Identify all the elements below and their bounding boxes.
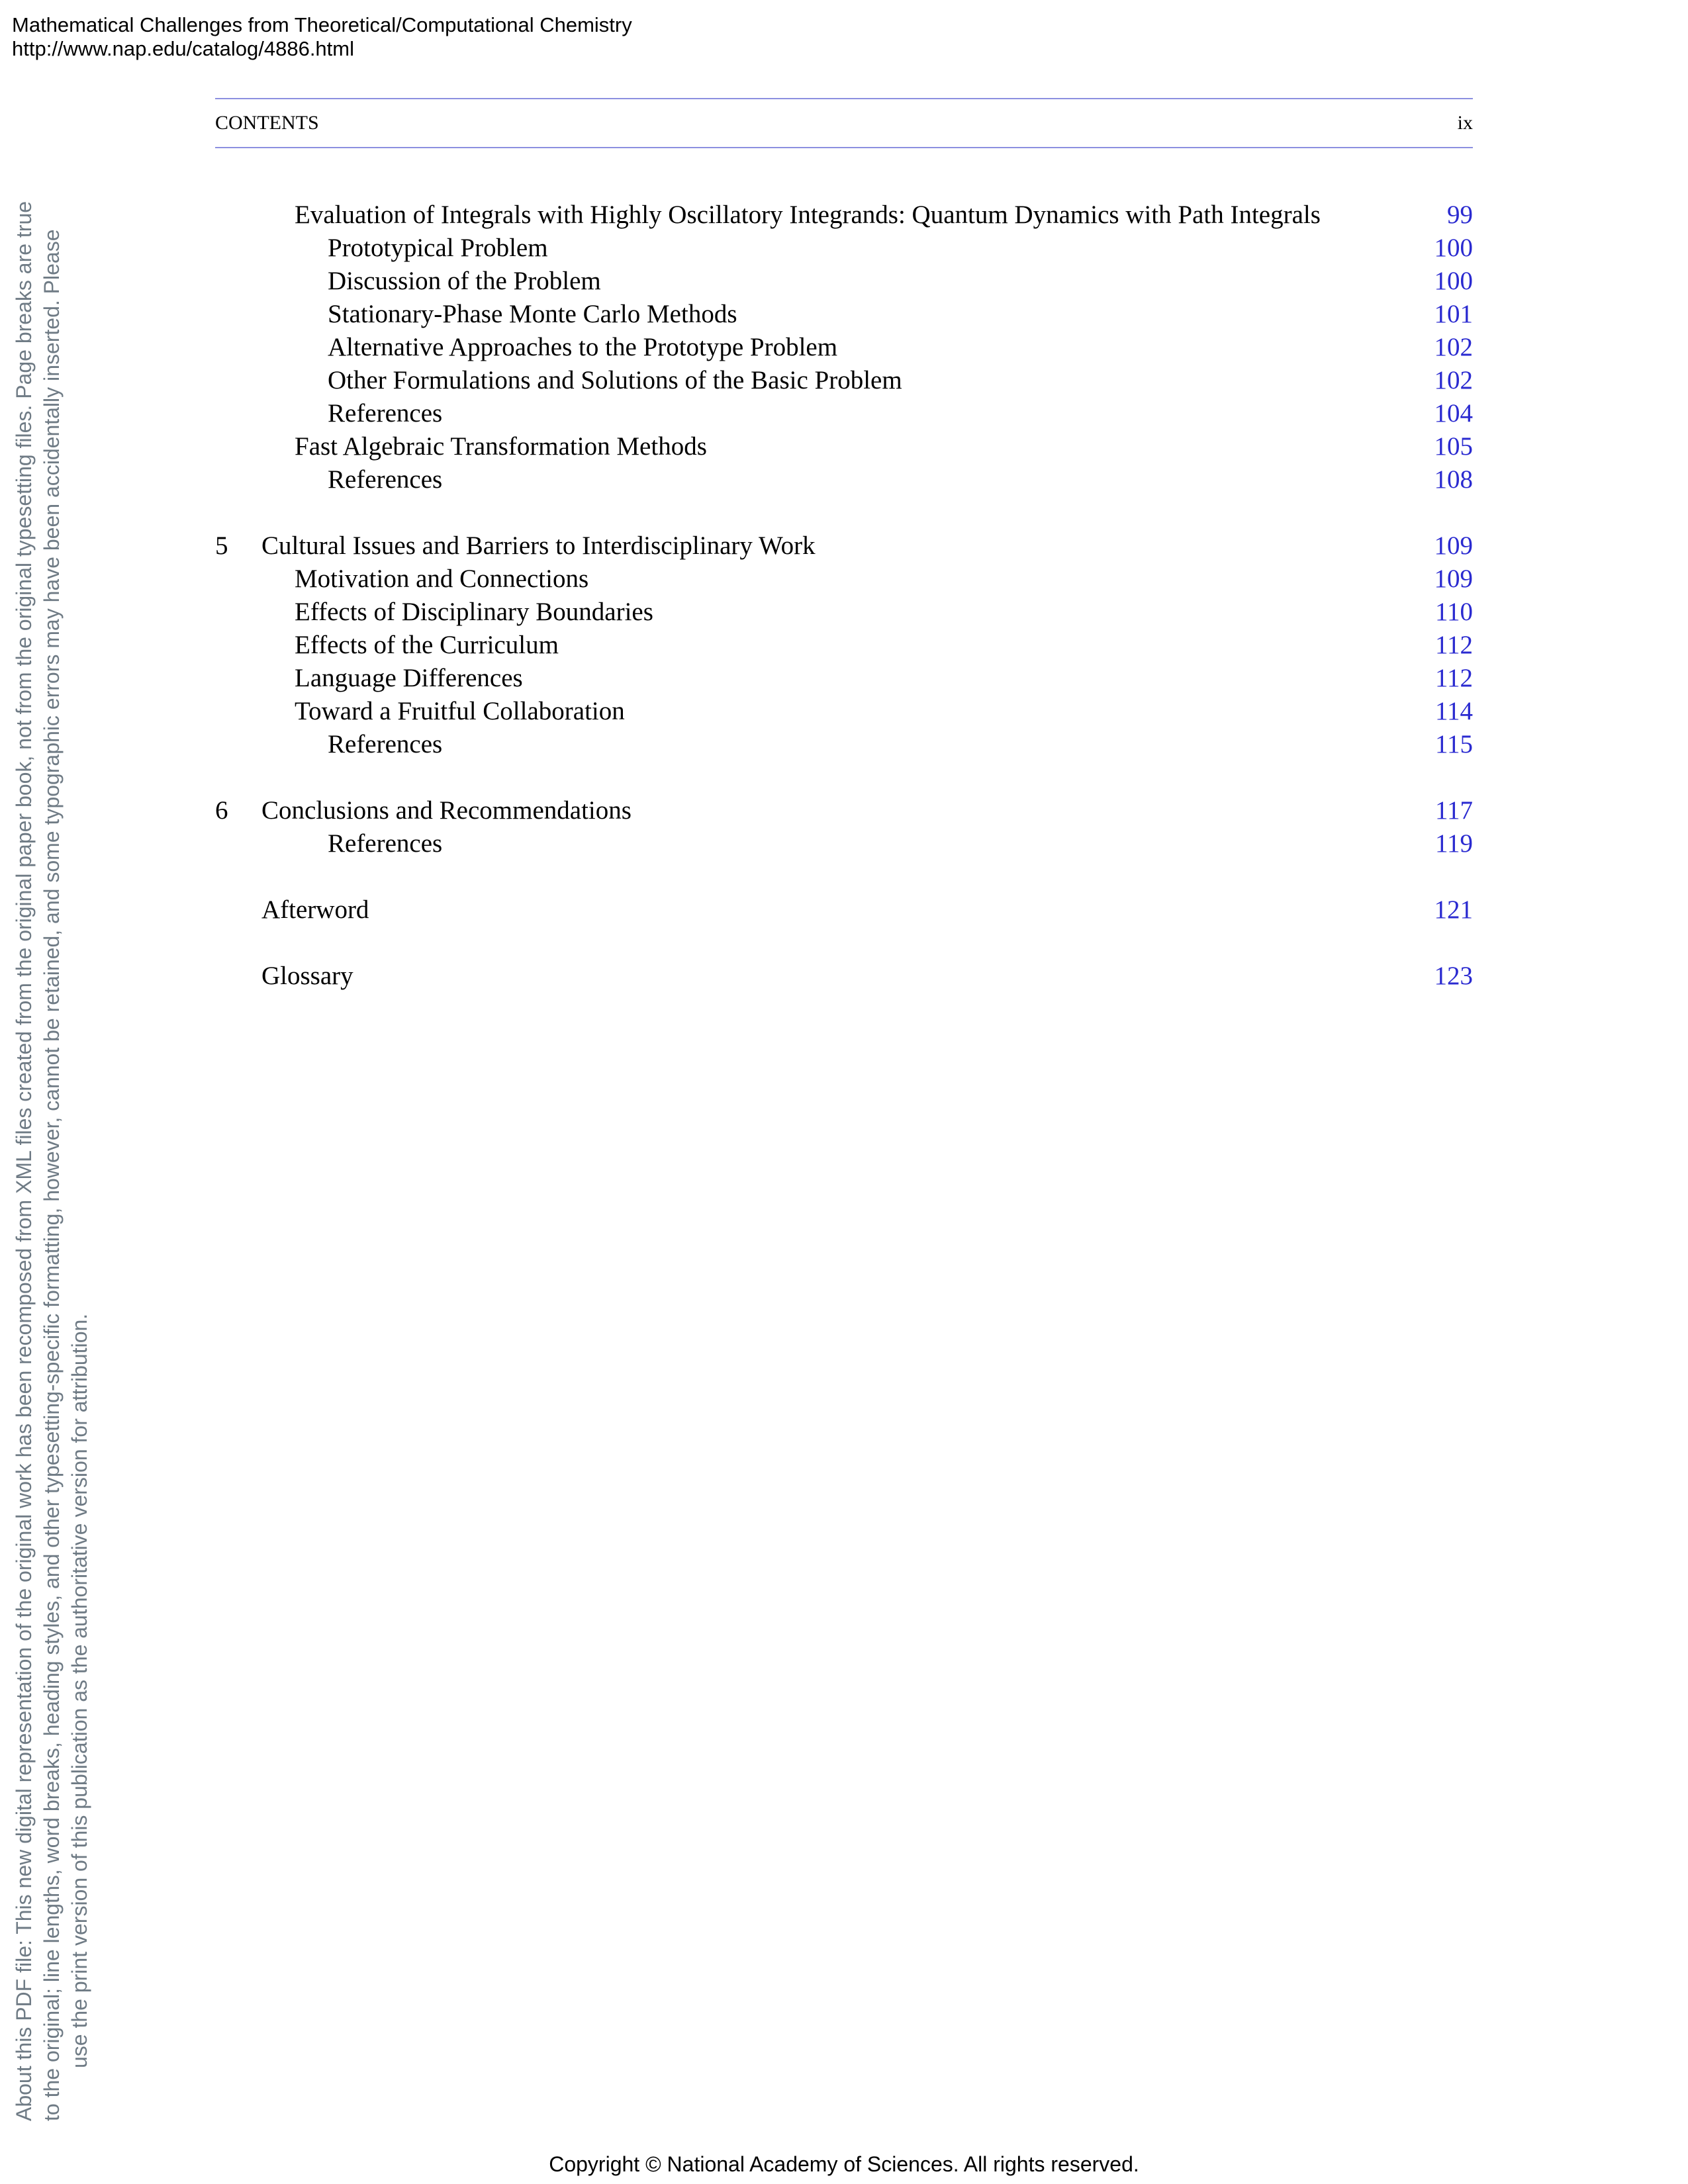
book-title: Mathematical Challenges from Theoretical/Computational Chemistry <box>12 13 632 36</box>
toc-entry <box>215 563 1473 596</box>
toc-entry-title: Conclusions and Recommendations <box>261 796 632 825</box>
header-rule-bottom <box>215 147 1473 148</box>
toc-page-link[interactable]: 104 <box>1434 399 1473 428</box>
toc-chapter-number: 5 <box>215 531 228 560</box>
toc-page-link[interactable]: 109 <box>1434 531 1473 560</box>
toc-page-link[interactable]: 102 <box>1434 333 1473 361</box>
toc-entry <box>215 695 1473 728</box>
toc-page-link[interactable]: 101 <box>1434 300 1473 328</box>
toc-entry <box>215 232 1473 265</box>
toc-page-link[interactable]: 112 <box>1434 664 1473 692</box>
toc-entry-title: Effects of the Curriculum <box>295 631 559 659</box>
document-header <box>12 13 632 61</box>
toc-entry <box>215 430 1473 463</box>
toc-entry <box>215 827 1473 860</box>
toc-entry-title: References <box>328 465 443 494</box>
toc-entry-title: Motivation and Connections <box>295 565 589 593</box>
toc-entry-title: Effects of Disciplinary Boundaries <box>295 598 653 626</box>
toc-page-link[interactable]: 114 <box>1434 697 1473 725</box>
pdf-notice-line-1: About this PDF file: This new digital representation of the original work has been recomposed from XML files created from the original paper book, not from the original typesetting files. Page breaks are true <box>12 201 36 2121</box>
toc-page-link[interactable]: 112 <box>1434 631 1473 659</box>
toc-entry-title: Alternative Approaches to the Prototype Problem <box>328 333 838 361</box>
toc-page-link[interactable]: 121 <box>1434 895 1473 924</box>
toc-entry <box>215 331 1473 364</box>
toc-page-link[interactable]: 99 <box>1447 201 1473 229</box>
toc-entry <box>215 298 1473 331</box>
toc-chapter-number: 6 <box>215 796 228 825</box>
toc-entry-title: References <box>328 730 443 758</box>
toc-entry <box>215 397 1473 430</box>
toc-entry-title: References <box>328 399 443 428</box>
toc-entry-title: Other Formulations and Solutions of the Basic Problem <box>328 366 902 394</box>
toc-page-link[interactable]: 105 <box>1434 432 1473 461</box>
toc-chapter-entry <box>215 893 1473 927</box>
pdf-notice-line-2: to the original; line lengths, word breaks, heading styles, and other typesetting-specific formatting, however, cannot be retained, and some typographic errors may have been accidentally inserted. Please <box>40 229 64 2121</box>
toc-entry-title: Prototypical Problem <box>328 234 548 262</box>
toc-page-link[interactable]: 102 <box>1434 366 1473 394</box>
copyright-notice: Copyright © National Academy of Sciences. All rights reserved. <box>549 2152 1139 2176</box>
toc-entry <box>215 728 1473 761</box>
running-head-title: CONTENTS <box>215 112 319 134</box>
pdf-notice-line-3: use the print version of this publication as the authoritative version for attribution. <box>68 1313 91 2068</box>
toc-entry <box>215 199 1473 232</box>
toc-entry-title: Language Differences <box>295 664 523 692</box>
running-head <box>215 110 1473 136</box>
page-folio: ix <box>1457 112 1473 134</box>
toc-entry-title: Afterword <box>261 895 369 924</box>
toc-page-link[interactable]: 115 <box>1434 730 1473 758</box>
toc-entry <box>215 629 1473 662</box>
toc-page-link[interactable]: 117 <box>1434 796 1473 825</box>
toc-page-link[interactable]: 110 <box>1434 598 1473 626</box>
toc-page-link[interactable]: 109 <box>1434 565 1473 593</box>
toc-entry <box>215 463 1473 496</box>
toc-entry <box>215 596 1473 629</box>
toc-entry-title: Evaluation of Integrals with Highly Oscillatory Integrands: Quantum Dynamics with Path Integrals <box>295 201 1321 229</box>
toc-entry-title: Glossary <box>261 962 353 990</box>
toc-entry-title: Fast Algebraic Transformation Methods <box>295 432 707 461</box>
toc-entry-title: Toward a Fruitful Collaboration <box>295 697 625 725</box>
toc-chapter-entry <box>215 960 1473 993</box>
toc-page-link[interactable]: 108 <box>1434 465 1473 494</box>
toc-chapter-entry <box>215 529 1473 563</box>
toc-entry-title: Discussion of the Problem <box>328 267 601 295</box>
toc-page-link[interactable]: 123 <box>1434 962 1473 990</box>
pdf-notice-sidebar <box>10 96 93 2121</box>
toc-entry-title: Cultural Issues and Barriers to Interdisciplinary Work <box>261 531 816 560</box>
toc-page-link[interactable]: 119 <box>1434 829 1473 858</box>
toc-entry-title: Stationary-Phase Monte Carlo Methods <box>328 300 737 328</box>
toc-page-link[interactable]: 100 <box>1434 234 1473 262</box>
toc-entry <box>215 662 1473 695</box>
toc-chapter-entry <box>215 794 1473 827</box>
toc-entry <box>215 364 1473 397</box>
toc-page-link[interactable]: 100 <box>1434 267 1473 295</box>
header-rule-top <box>215 98 1473 99</box>
catalog-url[interactable]: http://www.nap.edu/catalog/4886.html <box>12 37 354 60</box>
toc-entry-title: References <box>328 829 443 858</box>
toc-entry <box>215 265 1473 298</box>
